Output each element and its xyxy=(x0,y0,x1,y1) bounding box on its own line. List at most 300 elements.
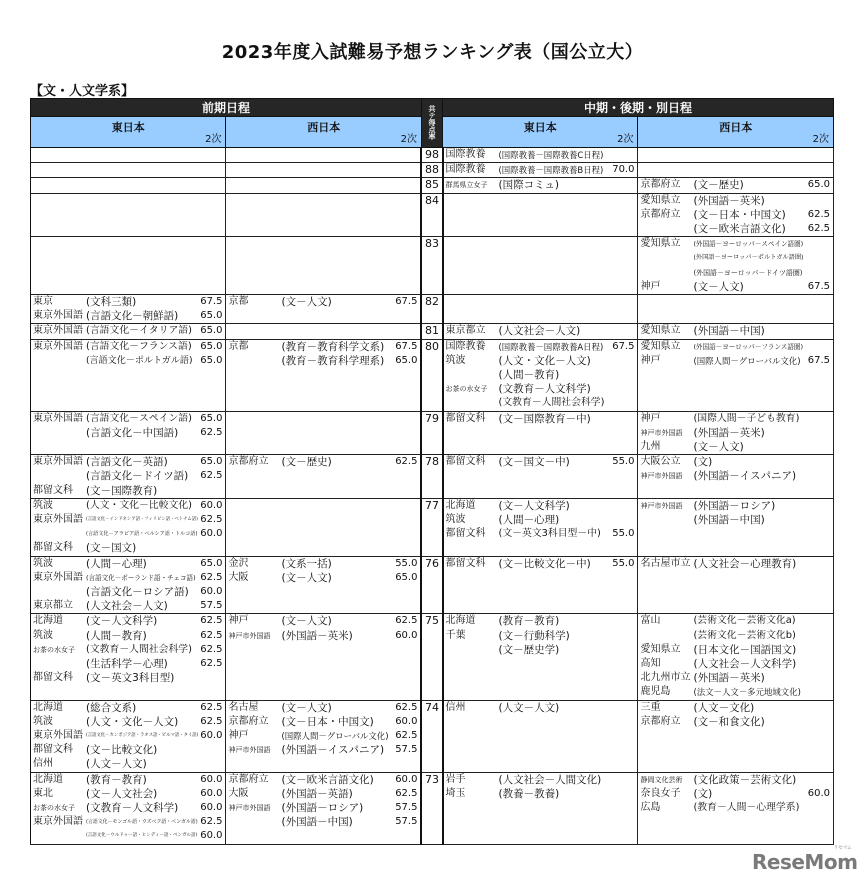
department-name: (教育－教育) xyxy=(498,615,560,628)
university-name: 神戸 xyxy=(640,280,661,292)
department-name: (文－人文) xyxy=(281,615,332,628)
university-entry xyxy=(226,801,420,815)
university-entry xyxy=(31,773,225,787)
niji-label: 2次 xyxy=(812,134,829,145)
university-entry xyxy=(638,324,833,338)
cell-later-east xyxy=(443,772,638,844)
university-entry xyxy=(226,571,420,585)
department-name: (外国語－ヨーロッパ－スペイン語圏) xyxy=(693,240,804,249)
department-name: (文－欧米言語文化) xyxy=(281,773,374,786)
university-name: 広島 xyxy=(640,801,661,813)
cell-later-west xyxy=(638,178,834,193)
department-name: (文－欧米言語文化) xyxy=(693,222,786,235)
cell-front-west xyxy=(226,237,421,295)
department-name: (文－比較文化) xyxy=(86,744,158,757)
university-entry xyxy=(638,178,833,192)
secondary-score: 62.5 xyxy=(807,222,830,234)
secondary-score: 55.0 xyxy=(395,557,418,569)
university-name: 高知 xyxy=(640,657,661,669)
secondary-score: 65.0 xyxy=(200,456,223,468)
university-entry xyxy=(31,412,225,426)
university-name: 埼玉 xyxy=(445,787,466,799)
department-name: (人文・文化－人文) xyxy=(86,715,179,728)
department-name: (外国語－英米) xyxy=(693,672,765,685)
department-name: (言語文化－ポーランド語・チェコ語) xyxy=(86,573,196,582)
secondary-score: 62.5 xyxy=(395,729,418,741)
niji-label: 2次 xyxy=(400,134,417,145)
cell-later-east xyxy=(443,411,638,455)
department-name: (文教育－人間社会科学) xyxy=(86,643,192,655)
department-name: (総合文系) xyxy=(86,701,137,714)
university-name: 京都 xyxy=(228,295,249,307)
university-entry xyxy=(638,237,833,251)
university-name: 東京外国語 xyxy=(33,456,83,468)
university-name: 愛知県立 xyxy=(640,194,681,206)
department-name: (外国語－中国) xyxy=(693,325,765,338)
university-entry xyxy=(444,368,638,382)
department-name: (外国語－英語) xyxy=(281,787,353,800)
department-name: (言語文化－中国語) xyxy=(86,426,179,439)
cell-front-east xyxy=(31,193,226,237)
university-name: 京都府立 xyxy=(228,773,269,785)
university-entry xyxy=(31,541,225,555)
university-entry xyxy=(226,729,420,743)
department-name: (国際コミュ) xyxy=(498,179,559,192)
university-entry xyxy=(31,671,225,685)
university-entry xyxy=(638,685,833,699)
secondary-score: 55.0 xyxy=(612,456,635,468)
university-entry xyxy=(638,222,833,236)
university-name: 都留文科 xyxy=(445,412,486,424)
department-name: (外国語－イスパニア) xyxy=(281,744,385,757)
university-name: 群馬県立女子 xyxy=(445,181,488,190)
university-name: 信州 xyxy=(33,758,53,770)
university-name: 筑波 xyxy=(445,354,466,366)
header-score-label: 共テ得点率 xyxy=(427,105,436,140)
secondary-score: 65.0 xyxy=(200,325,223,337)
university-name: 京都府立 xyxy=(228,456,269,468)
department-name: (文－和食文化) xyxy=(693,715,765,728)
department-name: (文－国際教育－中) xyxy=(498,412,591,425)
university-entry xyxy=(638,513,833,527)
department-name: (文化政策－芸術文化) xyxy=(693,773,797,786)
secondary-score: 62.5 xyxy=(200,643,223,655)
university-entry xyxy=(444,773,638,787)
secondary-score: 57.5 xyxy=(395,744,418,756)
secondary-score: 65.0 xyxy=(200,310,223,322)
score-rate: 79 xyxy=(421,411,442,455)
secondary-score: 60.0 xyxy=(200,773,223,785)
secondary-score: 60.0 xyxy=(200,729,223,741)
secondary-score: 67.5 xyxy=(612,340,635,352)
department-name: (文－比較文化－中) xyxy=(498,557,591,570)
secondary-score: 62.5 xyxy=(395,456,418,468)
cell-later-east xyxy=(443,700,638,772)
university-entry xyxy=(638,701,833,715)
university-entry xyxy=(444,701,638,715)
secondary-score: 57.5 xyxy=(395,816,418,828)
university-entry xyxy=(444,513,638,527)
university-name: 東京外国語 xyxy=(33,513,83,525)
university-entry xyxy=(226,743,420,757)
header-front-east xyxy=(31,117,226,148)
cell-later-west xyxy=(638,339,834,411)
department-name: (人文－人文) xyxy=(86,758,147,771)
score-rate: 98 xyxy=(421,148,442,163)
rank-row xyxy=(31,772,834,844)
university-name: 京都府立 xyxy=(640,715,681,727)
department-name: (外国語－英米) xyxy=(281,629,353,642)
university-entry xyxy=(638,629,833,643)
department-name: (言語文化－カンボジア語・ラオス語・ビルマ語・タイ語) xyxy=(86,732,199,738)
department-name: (文－人文社会) xyxy=(86,787,158,800)
cell-front-east xyxy=(31,556,226,614)
university-name: 国際教養 xyxy=(445,164,486,176)
secondary-score: 67.5 xyxy=(395,295,418,307)
department-name: (文) xyxy=(693,787,713,800)
secondary-score: 55.0 xyxy=(612,528,635,540)
university-name: 大阪 xyxy=(228,787,249,799)
university-name: 神戸市外国語 xyxy=(640,428,683,437)
university-entry xyxy=(31,757,225,771)
university-entry xyxy=(31,557,225,571)
score-rate: 73 xyxy=(421,772,442,844)
score-rate: 88 xyxy=(421,163,442,178)
university-name: 九州 xyxy=(640,440,661,452)
department-name: (言語文化－ポルトガル語) xyxy=(86,355,193,366)
department-name: (国際人間－グローバル文化) xyxy=(281,730,389,741)
department-name: (外国語－ヨーロッパ－フランス語圏) xyxy=(693,342,804,351)
university-entry xyxy=(638,643,833,657)
department-name: (外国語－中国) xyxy=(693,513,765,526)
university-entry xyxy=(444,412,638,426)
rank-row xyxy=(31,339,834,411)
cell-front-west xyxy=(226,498,421,556)
university-entry xyxy=(31,643,225,657)
university-entry xyxy=(638,715,833,729)
university-name: 東京外国語 xyxy=(33,412,83,424)
department-name: (文科三類) xyxy=(86,295,137,308)
department-name: (文－歴史) xyxy=(693,179,744,192)
niji-label: 2次 xyxy=(205,134,222,145)
department-name: (人文社会－人文) xyxy=(498,325,581,338)
university-name: 千葉 xyxy=(445,629,466,641)
rank-row xyxy=(31,178,834,193)
university-entry xyxy=(444,614,638,628)
cell-front-east xyxy=(31,411,226,455)
rank-row xyxy=(31,411,834,455)
university-entry xyxy=(226,773,420,787)
score-rate: 80 xyxy=(421,339,442,411)
department-name: (言語文化－英語) xyxy=(86,456,168,469)
university-entry xyxy=(31,295,225,309)
rank-row xyxy=(31,294,834,323)
secondary-score: 62.5 xyxy=(807,208,830,220)
university-entry xyxy=(638,426,833,440)
university-name: 都留文科 xyxy=(33,672,73,684)
university-entry xyxy=(638,251,833,265)
score-rate: 78 xyxy=(421,455,442,499)
university-name: 国際教養 xyxy=(445,149,486,160)
department-name: (国際人間－子ども教育) xyxy=(693,412,800,424)
department-name: (外国語－ロシア) xyxy=(281,801,364,814)
cell-front-west xyxy=(226,324,421,339)
university-name: 愛知県立 xyxy=(640,643,681,655)
university-name: 大阪 xyxy=(228,571,249,583)
secondary-score: 67.5 xyxy=(807,280,830,292)
department-name: (文－人文) xyxy=(281,295,332,308)
secondary-score: 60.0 xyxy=(395,629,418,641)
university-entry xyxy=(444,455,638,469)
cell-front-east xyxy=(31,614,226,700)
secondary-score: 55.0 xyxy=(612,557,635,569)
cell-front-east xyxy=(31,178,226,193)
cell-front-west xyxy=(226,148,421,163)
secondary-score: 65.0 xyxy=(200,340,223,352)
header-later-east xyxy=(443,117,638,148)
secondary-score: 67.5 xyxy=(807,354,830,366)
cell-later-east xyxy=(443,193,638,237)
department-name: (言語文化－イタリア語) xyxy=(86,325,192,337)
department-name: (人文社会－心理教育) xyxy=(693,557,797,570)
department-name: (文－人文) xyxy=(693,280,744,293)
university-entry xyxy=(226,295,420,309)
department-name: (教育－教育科学理系) xyxy=(281,354,385,367)
rank-row xyxy=(31,498,834,556)
department-name: (人文社会－人文) xyxy=(86,600,168,613)
secondary-score: 60.0 xyxy=(395,715,418,727)
university-name: 名古屋 xyxy=(228,701,259,713)
university-name: 愛知県立 xyxy=(640,238,681,250)
cell-front-east xyxy=(31,455,226,499)
university-name: 愛知県立 xyxy=(640,340,681,352)
ranking-table xyxy=(30,98,834,845)
cell-later-east xyxy=(443,614,638,700)
header-later-schedule: 中期・後期・別日程 xyxy=(443,99,834,117)
secondary-score: 62.5 xyxy=(200,657,223,669)
university-entry xyxy=(31,629,225,643)
cell-later-west xyxy=(638,237,834,295)
university-name: 鹿児島 xyxy=(640,686,671,698)
department-name: (言語文化－フランス語) xyxy=(86,340,192,352)
department-name: (芸術文化－芸術文化a) xyxy=(693,615,796,627)
university-entry xyxy=(444,178,638,192)
university-entry xyxy=(638,787,833,801)
university-name: 神戸市外国語 xyxy=(640,501,683,510)
header-front-schedule: 前期日程 xyxy=(31,99,422,117)
department-name: (文－日本・中国文) xyxy=(693,208,786,221)
department-name: (文－歴史学) xyxy=(498,643,560,656)
resemom-logo xyxy=(752,845,858,874)
department-name: (人文社会－人間文化) xyxy=(498,773,602,786)
university-name: 神戸市外国語 xyxy=(228,803,271,812)
cell-later-east xyxy=(443,163,638,178)
department-name: (人文・文化－人文) xyxy=(498,354,591,367)
secondary-score: 62.5 xyxy=(200,816,223,828)
university-entry xyxy=(31,815,225,829)
university-name: 三重 xyxy=(640,701,661,713)
cell-front-west xyxy=(226,700,421,772)
cell-front-east xyxy=(31,700,226,772)
university-entry xyxy=(226,715,420,729)
score-rate: 85 xyxy=(421,178,442,193)
department-name: (文－国際教育) xyxy=(86,484,158,497)
cell-later-east xyxy=(443,324,638,339)
university-name: 筑波 xyxy=(33,715,53,727)
university-name: 奈良女子 xyxy=(640,787,681,799)
secondary-score: 60.0 xyxy=(200,585,223,597)
university-entry xyxy=(31,743,225,757)
university-name: 北海道 xyxy=(33,773,63,785)
university-entry xyxy=(31,309,225,323)
department-name: (法文－人文－多元地域文化) xyxy=(693,687,801,698)
university-entry xyxy=(638,773,833,787)
university-entry xyxy=(31,801,225,815)
university-entry xyxy=(31,729,225,743)
department-name: (言語文化－モンゴル語・ウズベク語・ベンガル語) xyxy=(86,819,198,826)
cell-later-east xyxy=(443,148,638,163)
rank-row xyxy=(31,614,834,700)
university-entry xyxy=(31,455,225,469)
university-entry xyxy=(31,701,225,715)
university-entry xyxy=(226,455,420,469)
university-name: 東京外国語 xyxy=(33,340,83,352)
university-entry xyxy=(444,643,638,657)
secondary-score: 60.0 xyxy=(200,499,223,511)
cell-front-west xyxy=(226,178,421,193)
department-name: (教育－人間－心理学系) xyxy=(693,801,800,813)
department-name: (文－人文) xyxy=(693,440,744,453)
university-entry xyxy=(444,163,638,177)
university-name: 神戸市外国語 xyxy=(228,631,271,640)
cell-later-west xyxy=(638,163,834,178)
header-later-west xyxy=(638,117,834,148)
logo-ruby: リセマム xyxy=(833,845,852,851)
cell-front-east xyxy=(31,339,226,411)
department-name: (人文・文化－比較文化) xyxy=(86,499,192,511)
department-name: (外国語－中国) xyxy=(281,816,353,829)
department-name: (言語文化－インドネシア語・フィリピン語・ベトナム語) xyxy=(86,516,198,522)
department-name: (外国語－英米) xyxy=(693,426,765,439)
department-name: (外国語－英米) xyxy=(693,194,765,207)
university-entry xyxy=(638,412,833,426)
university-entry xyxy=(638,266,833,280)
cell-later-west xyxy=(638,614,834,700)
rank-row xyxy=(31,700,834,772)
cell-front-west xyxy=(226,339,421,411)
university-name: 愛知県立 xyxy=(640,325,681,337)
department-name: (人間－心理) xyxy=(498,513,560,526)
cell-front-east xyxy=(31,237,226,295)
department-name: (文) xyxy=(693,456,713,469)
ranking-body xyxy=(31,148,834,845)
score-rate: 82 xyxy=(421,294,442,323)
score-rate: 74 xyxy=(421,700,442,772)
cell-front-east xyxy=(31,498,226,556)
university-entry xyxy=(31,324,225,338)
department-name: (国際教養－国際教養A日程) xyxy=(498,341,604,352)
secondary-score: 65.0 xyxy=(807,179,830,191)
department-name: (国際教養－国際教養B日程) xyxy=(498,165,604,176)
niji-label: 2次 xyxy=(617,134,634,145)
university-name: 東京外国語 xyxy=(33,310,83,322)
cell-later-west xyxy=(638,148,834,163)
secondary-score: 62.5 xyxy=(200,426,223,438)
department-name: (外国語－ヨーロッパ－ドイツ語圏) xyxy=(693,268,803,277)
secondary-score: 57.5 xyxy=(200,600,223,612)
university-entry xyxy=(638,671,833,685)
university-entry xyxy=(444,354,638,368)
university-entry xyxy=(31,585,225,599)
university-name: 静岡文化芸術 xyxy=(640,775,683,784)
university-entry xyxy=(444,527,638,541)
university-entry xyxy=(31,340,225,354)
department-name: (文教育－人間社会科学) xyxy=(498,397,605,409)
score-rate: 76 xyxy=(421,556,442,614)
university-name: 東京外国語 xyxy=(33,571,83,583)
department-name: (教養－教養) xyxy=(498,787,560,800)
university-entry xyxy=(226,614,420,628)
university-name: 都留文科 xyxy=(445,557,486,569)
university-name: 北海道 xyxy=(445,499,476,511)
university-name: 筑波 xyxy=(33,499,53,511)
university-name: 京都府立 xyxy=(228,715,269,727)
rank-row xyxy=(31,163,834,178)
department-name: (文－日本・中国文) xyxy=(281,715,374,728)
university-name: 大阪公立 xyxy=(640,456,681,468)
university-name: お茶の水女子 xyxy=(33,803,75,812)
university-entry xyxy=(31,527,225,541)
cell-later-east xyxy=(443,237,638,295)
header-front-west xyxy=(226,117,421,148)
university-entry xyxy=(444,396,638,410)
cell-front-west xyxy=(226,163,421,178)
department-name: (人間－教育) xyxy=(498,368,560,381)
university-name: 京都府立 xyxy=(640,208,681,220)
cell-front-east xyxy=(31,772,226,844)
department-name: (言語文化－朝鮮語) xyxy=(86,310,179,323)
department-name: (外国語－イスパニア) xyxy=(693,470,797,483)
department-name: (文－行動科学) xyxy=(498,629,570,642)
university-name: 神戸 xyxy=(228,729,249,741)
department-name: (文教育－人文科学) xyxy=(86,801,179,814)
department-name: (文－人文科学) xyxy=(498,499,570,512)
university-name: 東京外国語 xyxy=(33,729,83,741)
secondary-score: 67.5 xyxy=(395,340,418,352)
university-entry xyxy=(444,382,638,396)
university-name: 国際教養 xyxy=(445,340,486,352)
university-entry xyxy=(31,715,225,729)
secondary-score: 57.5 xyxy=(395,801,418,813)
score-rate: 84 xyxy=(421,193,442,237)
rank-row xyxy=(31,324,834,339)
region-label: 東日本 xyxy=(111,121,145,134)
department-name: (人間－教育) xyxy=(86,629,147,642)
department-name: (文－人文) xyxy=(281,701,332,714)
department-name: (文－英文3科目型－中) xyxy=(498,528,601,540)
department-name: (言語文化－アラビア語・ペルシア語・トルコ語) xyxy=(86,531,198,538)
region-label: 西日本 xyxy=(307,121,341,134)
department-name: (文－国文) xyxy=(86,542,137,555)
university-entry xyxy=(638,499,833,513)
secondary-score: 60.0 xyxy=(200,787,223,799)
university-entry xyxy=(226,787,420,801)
cell-later-east xyxy=(443,498,638,556)
secondary-score: 65.0 xyxy=(395,571,418,583)
cell-front-west xyxy=(226,455,421,499)
university-name: 金沢 xyxy=(228,557,249,569)
university-entry xyxy=(226,340,420,354)
